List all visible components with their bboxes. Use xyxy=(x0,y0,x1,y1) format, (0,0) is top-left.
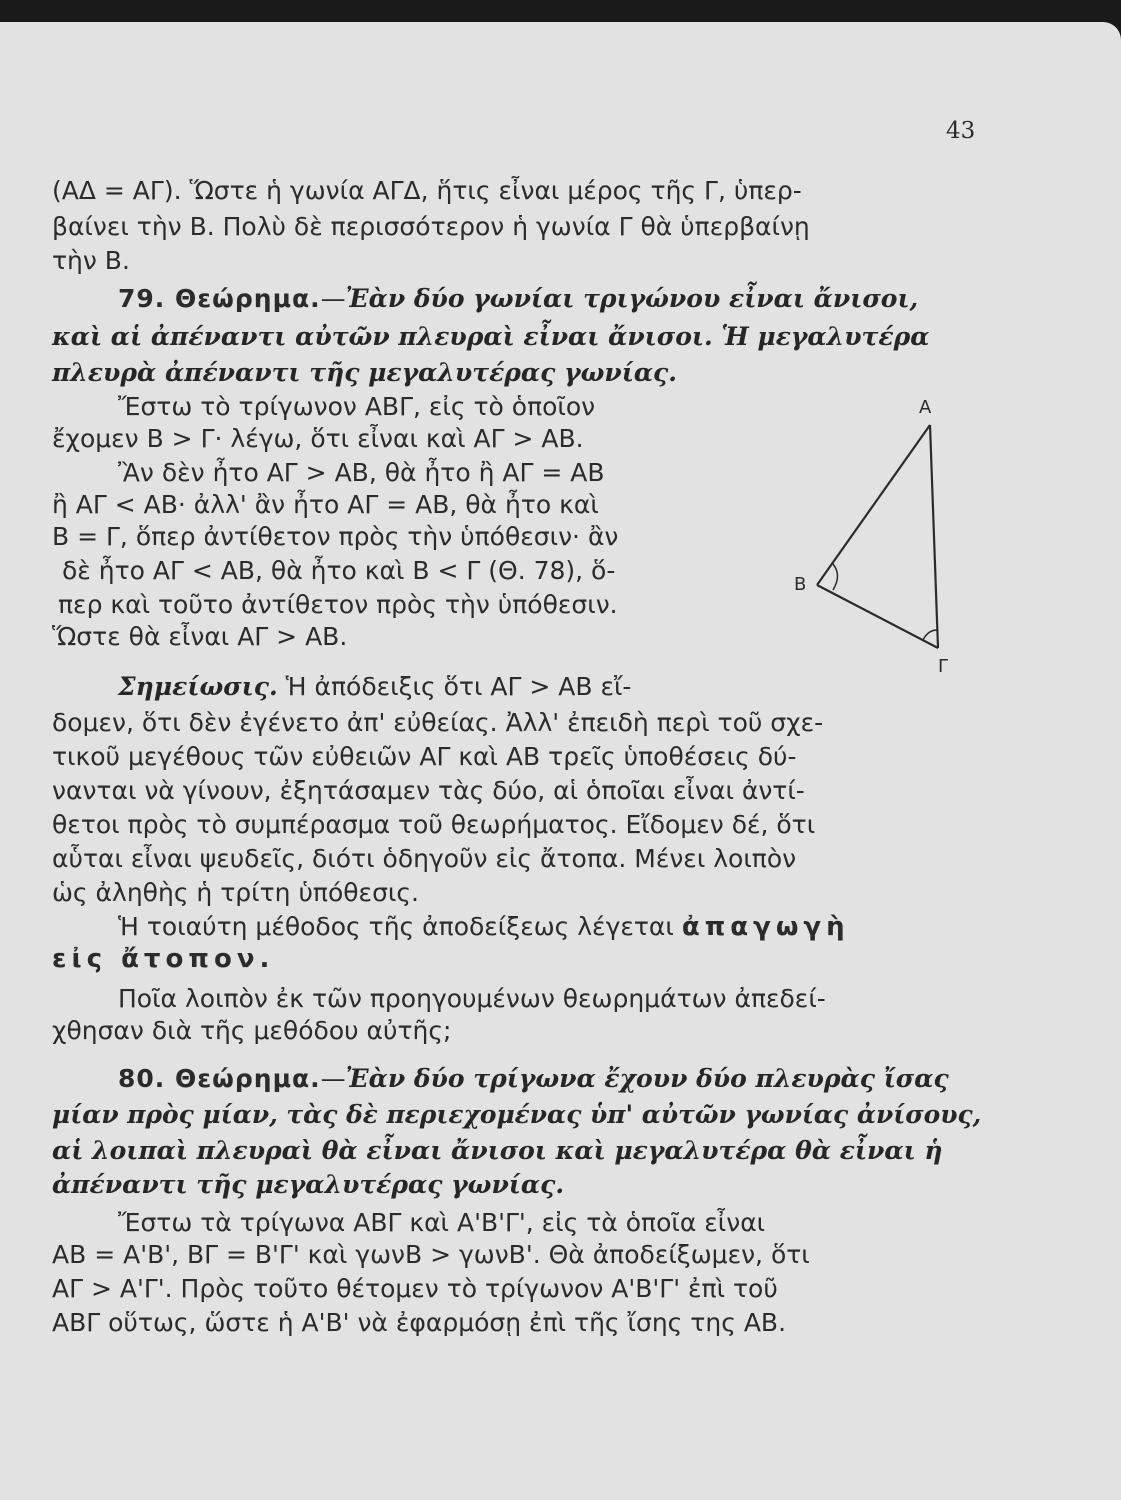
proof-79-line: Ὥστε θὰ εἶναι ΑΓ > ΑΒ. xyxy=(52,622,348,651)
theorem-79-line: καὶ αἱ ἀπέναντι αὐτῶν πλευραὶ εἶναι ἄνισοι. Ἡ μεγαλυτέρα xyxy=(52,322,930,351)
method-first: Ἡ τοιαύτη μέθοδος τῆς ἀποδείξεως λέγεται xyxy=(118,912,674,941)
page-number: 43 xyxy=(946,118,976,144)
note-line: θετοι πρὸς τὸ συμπέρασμα τοῦ θεωρήματος. Εἴδομεν δέ, ὅτι xyxy=(52,810,816,839)
side-ag xyxy=(930,425,938,648)
text-line: τὴν Β. xyxy=(52,246,130,275)
theorem-80-dash: — xyxy=(320,1064,346,1093)
theorem-79-heading xyxy=(118,284,918,314)
proof-80-line: Ἔστω τὰ τρίγωνα ΑΒΓ καὶ Α'Β'Γ', εἰς τὰ ὁποῖα εἶναι xyxy=(118,1208,766,1237)
theorem-79-dash: — xyxy=(320,284,346,313)
method-term-a: ἀπαγωγὴ xyxy=(681,912,850,942)
angle-g-arc xyxy=(923,630,937,640)
method-term-b: εἰς ἄτοπον. xyxy=(52,944,275,974)
theorem-80-line: μίαν πρὸς μίαν, τὰς δὲ περιεχομένας ὑπ' αὐτῶν γωνίας ἀνίσους, xyxy=(52,1100,982,1129)
question-line: Ποῖα λοιπὸν ἐκ τῶν προηγουμένων θεωρημάτων ἀπεδεί- xyxy=(118,984,826,1013)
proof-79-line: Ἔστω τὸ τρίγωνον ΑΒΓ, εἰς τὸ ὁποῖον xyxy=(118,392,596,421)
note-line: νανται νὰ γίνουν, ἐξητάσαμεν τὰς δύο, αἱ ὁποῖαι εἶναι ἀντί- xyxy=(52,776,805,805)
theorem-80-number: 80. Θεώρημα. xyxy=(118,1064,321,1093)
proof-79-line: δὲ ἦτο ΑΓ < ΑΒ, θὰ ἦτο καὶ Β < Γ (Θ. 78), ὅ- xyxy=(62,556,616,585)
note-line: αὗται εἶναι ψευδεῖς, διότι ὁδηγοῦν εἰς ἄτοπα. Μένει λοιπὸν xyxy=(52,844,797,873)
note-label: Σημείωσις. xyxy=(118,672,278,701)
note-line: τικοῦ μεγέθους τῶν εὐθειῶν ΑΓ καὶ ΑΒ τρεῖς ὑποθέσεις δύ- xyxy=(52,742,797,771)
theorem-80-heading xyxy=(118,1064,949,1094)
note-first: Ἡ ἀπόδειξις ὅτι ΑΓ > ΑΒ εἴ- xyxy=(285,672,632,701)
proof-79-line: Ἂν δὲν ἦτο ΑΓ > ΑΒ, θὰ ἦτο ἢ ΑΓ = ΑΒ xyxy=(118,458,605,487)
angle-b-arc xyxy=(833,564,838,590)
theorem-80-line: ἀπέναντι τῆς μεγαλυτέρας γωνίας. xyxy=(52,1170,565,1199)
note-line: δομεν, ὅτι δὲν ἐγένετο ἀπ' εὐθείας. Ἀλλ' ἐπειδὴ περὶ τοῦ σχε- xyxy=(52,708,824,737)
proof-80-line: ΑΓ > Α'Γ'. Πρὸς τοῦτο θέτομεν τὸ τρίγωνον Α'Β'Γ' ἐπὶ τοῦ xyxy=(52,1274,778,1303)
theorem-80-statement: Ἐὰν δύο τρίγωνα ἔχουν δύο πλευρὰς ἴσας xyxy=(345,1064,949,1093)
theorem-79-statement: Ἐὰν δύο γωνίαι τριγώνου εἶναι ἄνισοι, xyxy=(345,284,919,313)
theorem-79-line: πλευρὰ ἀπέναντι τῆς μεγαλυτέρας γωνίας. xyxy=(52,358,677,387)
note-line xyxy=(118,672,631,702)
question-line: χθησαν διὰ τῆς μεθόδου αὐτῆς; xyxy=(52,1016,452,1045)
triangle-diagram xyxy=(780,380,980,700)
side-bg xyxy=(817,585,938,648)
proof-79-line: περ καὶ τοῦτο ἀντίθετον πρὸς τὴν ὑπόθεσιν. xyxy=(58,590,618,619)
proof-79-line: ἢ ΑΓ < ΑΒ· ἀλλ' ἂν ἦτο ΑΓ = ΑΒ, θὰ ἦτο καὶ xyxy=(52,490,599,519)
text-line: (ΑΔ = ΑΓ). Ὥστε ἡ γωνία ΑΓΔ, ἥτις εἶναι μέρος τῆς Γ, ὑπερ- xyxy=(52,176,802,205)
text-line: βαίνει τὴν Β. Πολὺ δὲ περισσότερον ἡ γωνία Γ θὰ ὑπερβαίνῃ xyxy=(52,212,810,241)
vertex-g-label: Γ xyxy=(938,656,949,677)
theorem-80-line: αἱ λοιπαὶ πλευραὶ θὰ εἶναι ἄνισοι καὶ μεγαλυτέρα θὰ εἶναι ἡ xyxy=(52,1136,943,1165)
note-line: ὡς ἀληθὴς ἡ τρίτη ὑπόθεσις. xyxy=(52,878,419,907)
vertex-b-label: Β xyxy=(794,574,807,595)
proof-79-line: ἔχομεν Β > Γ· λέγω, ὅτι εἶναι καὶ ΑΓ > ΑΒ. xyxy=(52,424,584,453)
proof-80-line: ΑΒ = Α'Β', ΒΓ = Β'Γ' καὶ γωνΒ > γωνΒ'. Θὰ ἀποδείξωμεν, ὅτι xyxy=(52,1240,810,1269)
theorem-79-number: 79. Θεώρημα. xyxy=(118,284,321,313)
proof-79-line: Β = Γ, ὅπερ ἀντίθετον πρὸς τὴν ὑπόθεσιν· ἂν xyxy=(52,522,619,551)
vertex-a-label: Α xyxy=(919,397,932,418)
method-line xyxy=(118,912,850,942)
proof-80-line: ΑΒΓ οὕτως, ὥστε ἡ Α'Β' νὰ ἐφαρμόσῃ ἐπὶ τῆς ἴσης της ΑΒ. xyxy=(52,1308,787,1337)
side-ab xyxy=(817,425,930,585)
